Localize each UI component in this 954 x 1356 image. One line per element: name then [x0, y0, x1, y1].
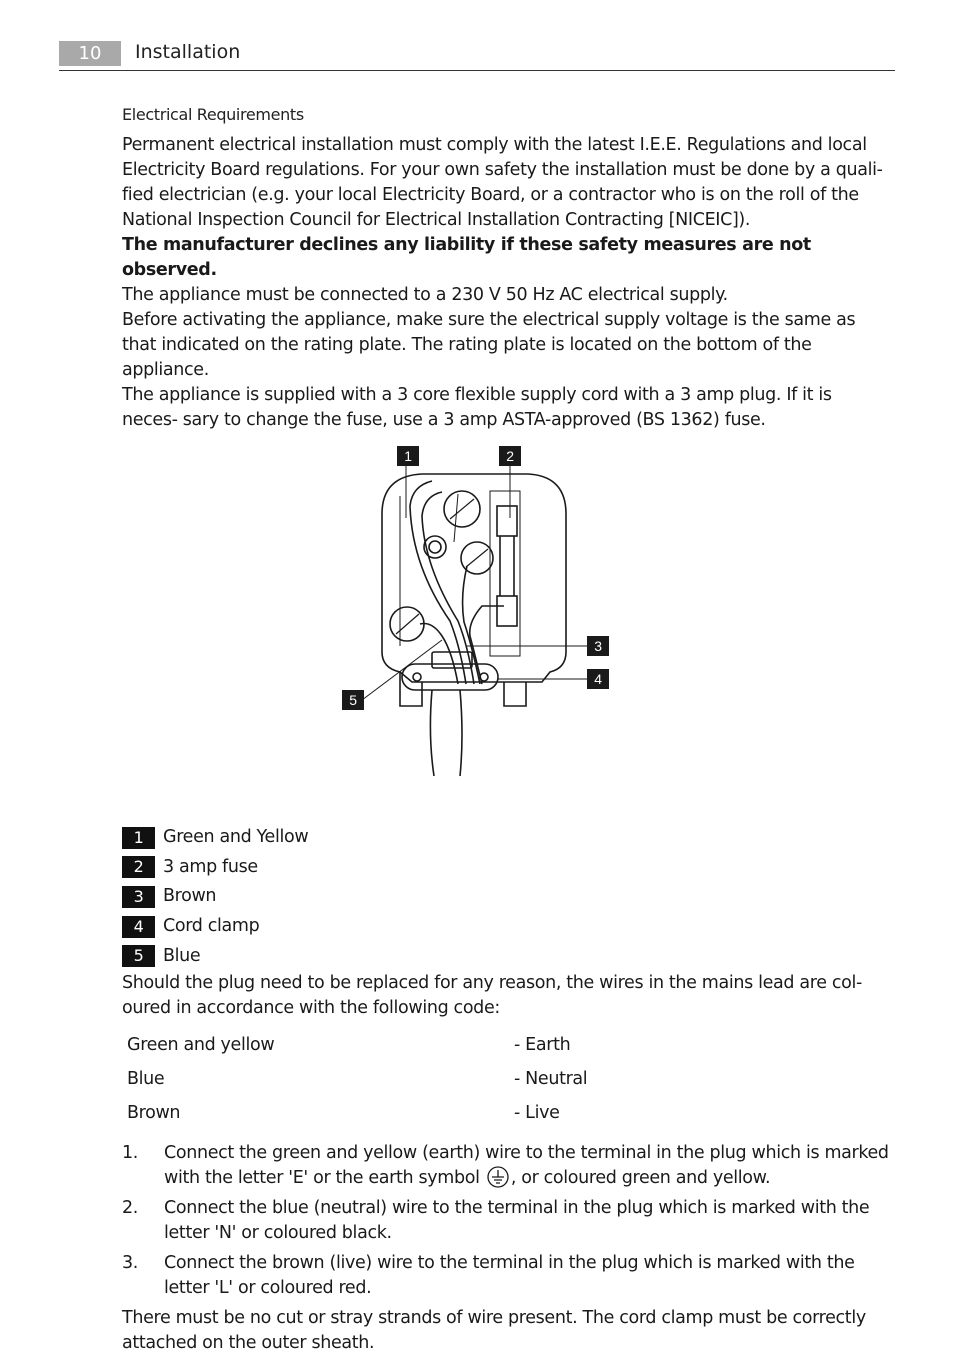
paragraph-regulations: Permanent electrical installation must comply with the latest I.E.E. Regulations and local Electricity Board regulations. For your own safety the installation must be done by a quali- fied electrician (e.g. your local Electricity Board, or a contractor who is on the roll of the National Inspection Council for Electrical Installation Contracting [NICEIC]).: [122, 135, 883, 230]
step-number: 1.: [122, 1142, 138, 1163]
step-item: [122, 1141, 892, 1191]
step-text: Connect the brown (live) wire to the terminal in the plug which is marked with the letter 'L' or coloured red.: [164, 1252, 855, 1298]
legend-number: 2: [122, 856, 155, 878]
fuse-cap-bottom: [497, 596, 517, 626]
paragraph-plug-replace: Should the plug need to be replaced for any reason, the wires in the mains lead are col- oured in accordance with the following code:: [122, 972, 862, 1018]
svg-text:3: 3: [594, 638, 602, 654]
wire-code-row: [127, 1063, 892, 1097]
wire-code-table: [127, 1029, 892, 1131]
wire-meaning: - Neutral: [514, 1069, 588, 1090]
step-item: [122, 1196, 892, 1246]
paragraph-liability: The manufacturer declines any liability if these safety measures are not observed.: [122, 235, 811, 280]
callout-3: [587, 636, 609, 656]
step-number: 3.: [122, 1252, 138, 1273]
wire-meaning: - Live: [514, 1103, 560, 1124]
paragraph-fuse: The appliance is supplied with a 3 core flexible supply cord with a 3 amp plug. If it is neces- sary to change the fuse, use a 3 amp ASTA-approved (BS 1362) fuse.: [122, 385, 832, 430]
svg-text:1: 1: [404, 448, 412, 464]
paragraph-closing: There must be no cut or stray strands of wire present. The cord clamp must be correctly attached on the outer sheath.: [122, 1307, 866, 1353]
step-text: Connect the blue (neutral) wire to the terminal in the plug which is marked with the letter 'N' or coloured black.: [164, 1197, 870, 1243]
step-number: 2.: [122, 1197, 138, 1218]
earth-symbol-icon: [487, 1166, 509, 1188]
pin-hole: [424, 536, 446, 558]
plug-diagram: [122, 433, 892, 823]
legend-label: Blue: [163, 945, 201, 966]
legend-number: 1: [122, 827, 155, 849]
svg-text:4: 4: [594, 671, 602, 687]
legend-label: 3 amp fuse: [163, 856, 258, 877]
header-rule: [59, 70, 895, 71]
step-item: [122, 1251, 892, 1301]
plug-wiring-illustration: [342, 446, 622, 791]
legend: [122, 823, 892, 971]
legend-item: [122, 853, 892, 883]
legend-label: Green and Yellow: [163, 827, 309, 848]
svg-text:2: 2: [506, 448, 514, 464]
callout-2: [499, 446, 521, 466]
svg-text:5: 5: [349, 692, 357, 708]
fuse-housing: [490, 491, 520, 656]
paragraph-supply: The appliance must be connected to a 230 V 50 Hz AC electrical supply.: [122, 285, 728, 305]
legend-item: [122, 912, 892, 942]
running-title: Installation: [135, 41, 241, 63]
wire-colour: Brown: [127, 1103, 181, 1124]
wire-neutral: [420, 624, 458, 685]
section-heading: Electrical Requirements: [122, 105, 304, 124]
cable-right: [460, 690, 462, 776]
cable-left: [430, 690, 434, 776]
wire-code-row: [127, 1029, 892, 1063]
step-text: Connect the green and yellow (earth) wire to the terminal in the plug which is marked with the letter 'E' or the earth symbol , or coloured green and yellow.: [164, 1142, 889, 1188]
legend-number: 3: [122, 886, 155, 908]
wire-colour: Green and yellow: [127, 1035, 275, 1056]
wire-code-row: [127, 1097, 892, 1131]
callout-5: [342, 690, 364, 710]
legend-item: [122, 941, 892, 971]
steps-list: [122, 1141, 892, 1301]
page-number: 10: [59, 41, 121, 66]
fuse-cap-top: [497, 506, 517, 536]
wire-colour: Blue: [127, 1069, 165, 1090]
fuse-body: [500, 536, 514, 596]
paragraph-rating-plate: Before activating the appliance, make sure the electrical supply voltage is the same as that indicated on the rating plate. The rating plate is located on the bottom of the appliance.: [122, 310, 856, 380]
legend-item: [122, 823, 892, 853]
legend-number: 4: [122, 916, 155, 938]
legend-item: [122, 882, 892, 912]
legend-number: 5: [122, 945, 155, 967]
legend-label: Cord clamp: [163, 916, 260, 937]
legend-label: Brown: [163, 886, 217, 907]
wire-live-end: [470, 606, 504, 684]
page-content: [122, 104, 892, 1356]
plug-pin-right: [504, 682, 526, 706]
wire-meaning: - Earth: [514, 1035, 571, 1056]
callout-1: [397, 446, 419, 466]
callout-4: [587, 669, 609, 689]
